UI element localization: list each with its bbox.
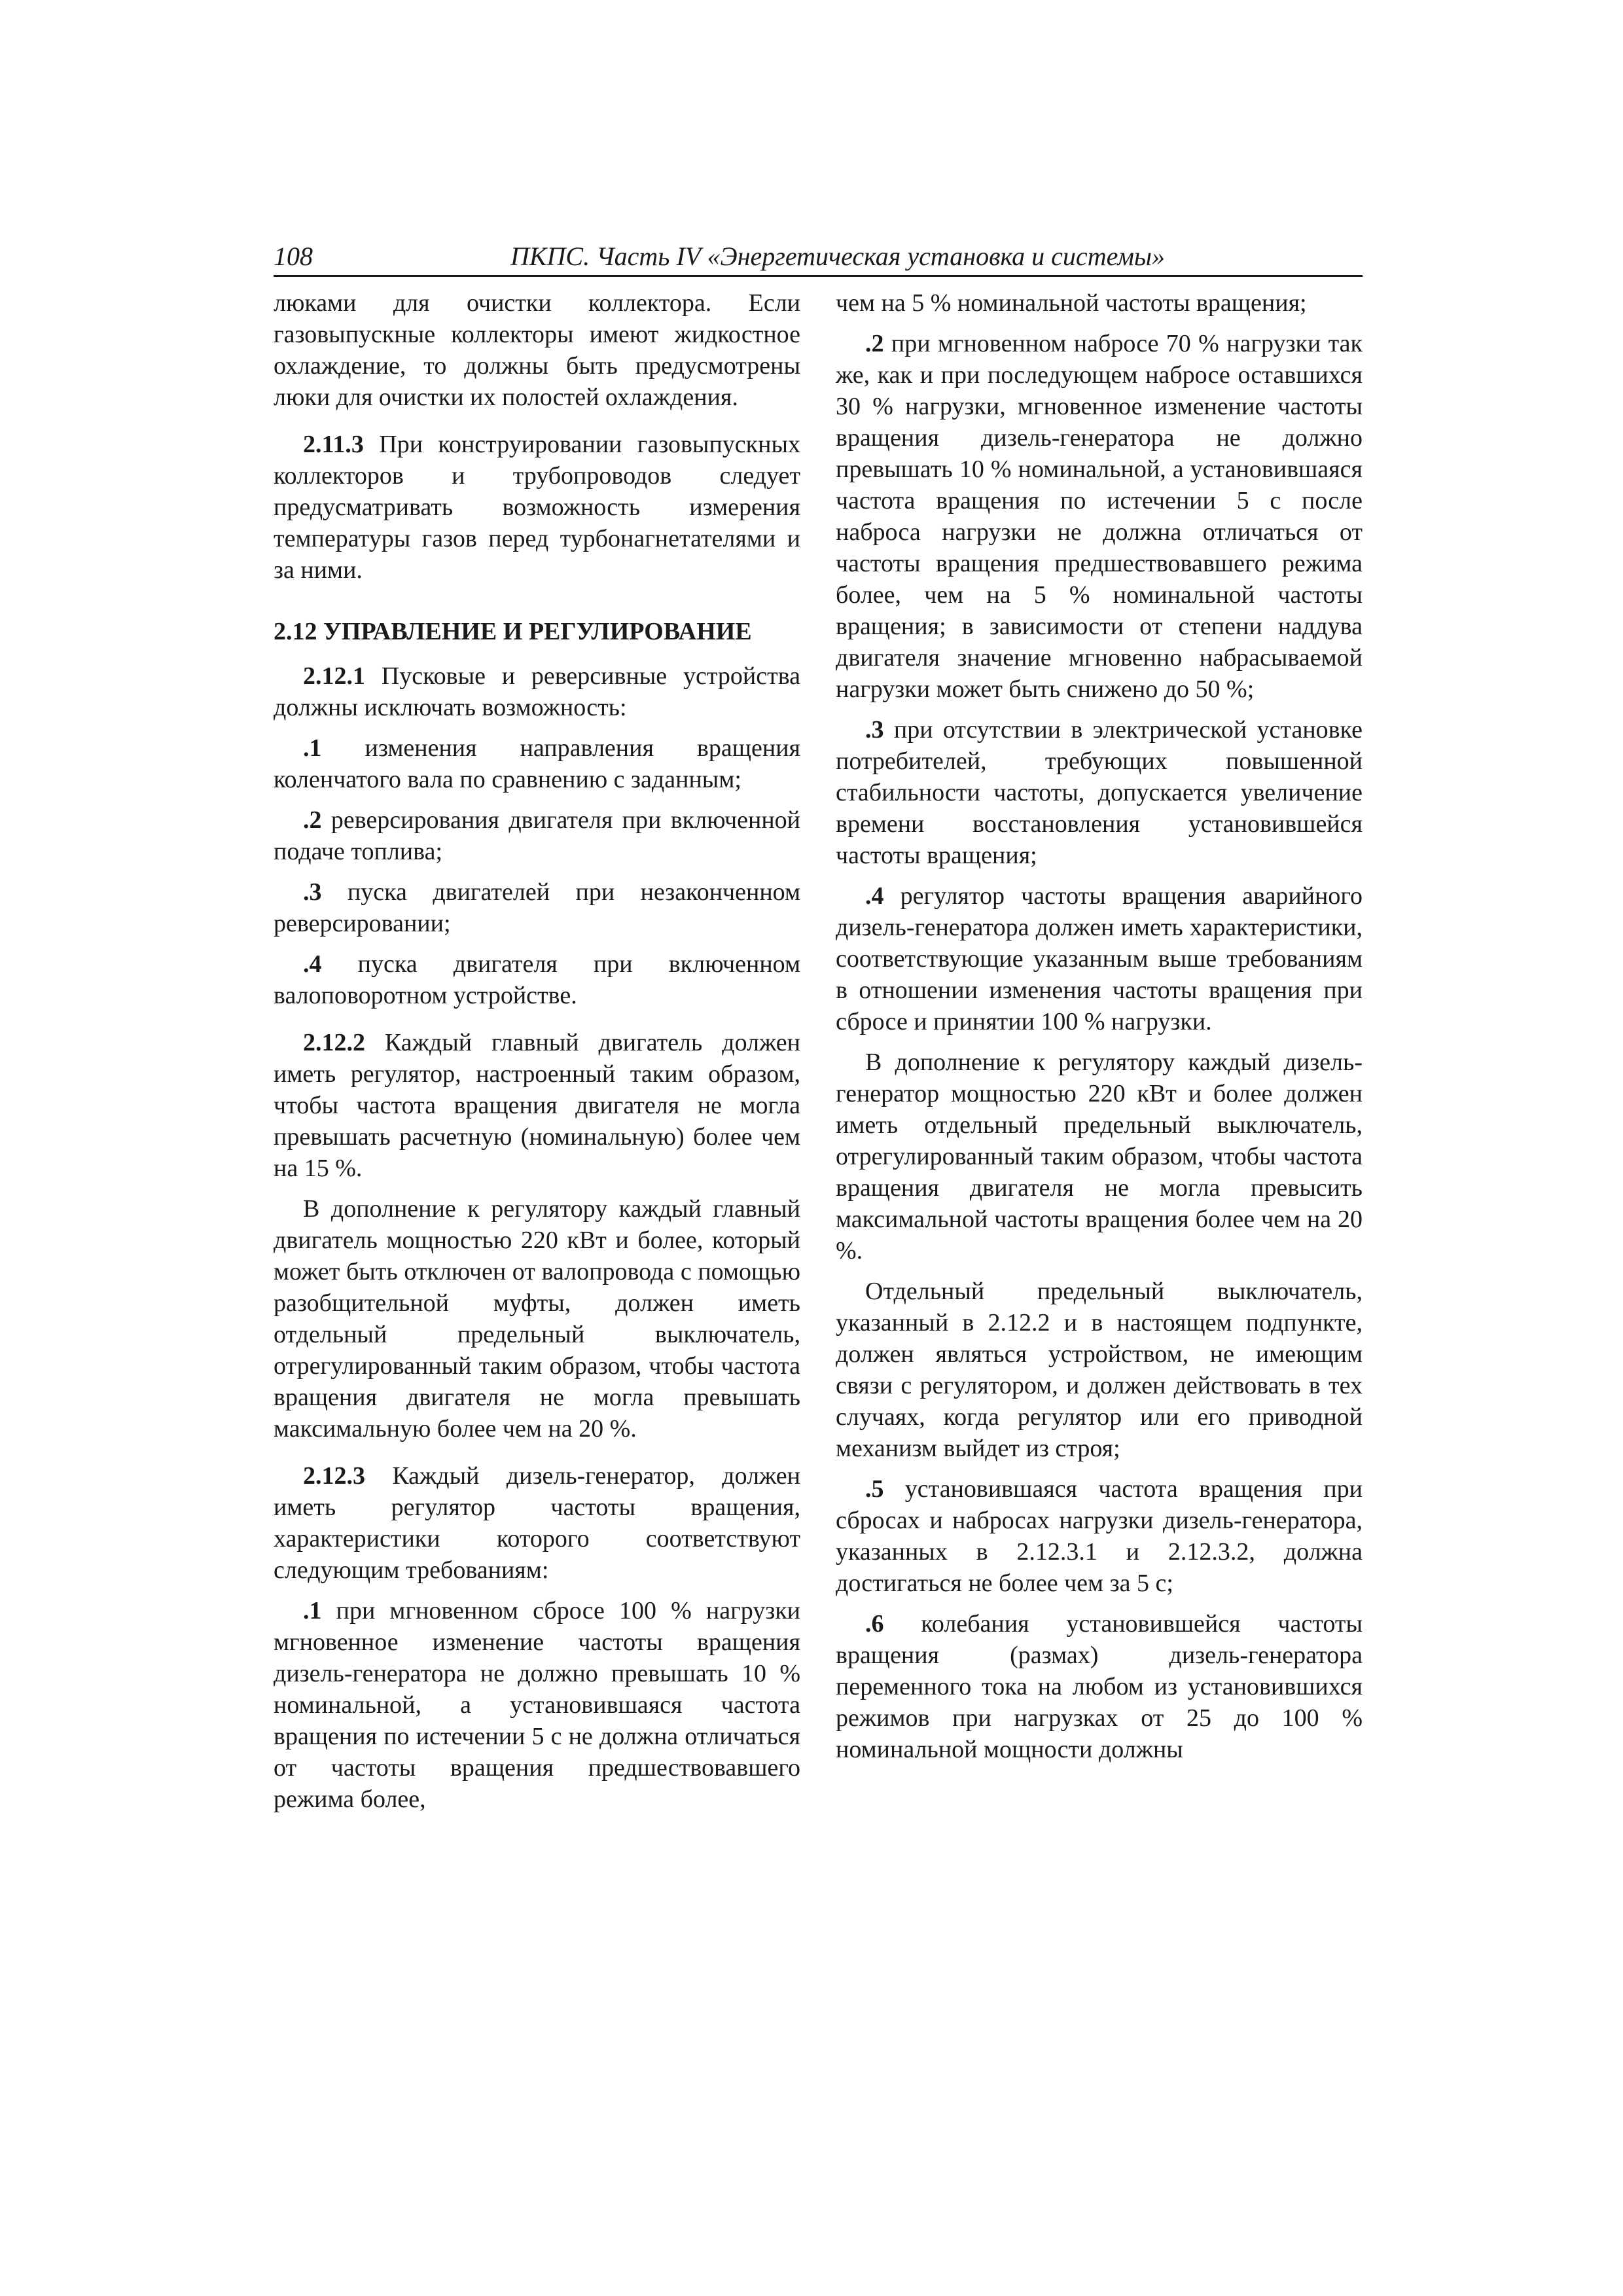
item-text: при мгновенном сбросе 100 % нагрузки мгновенное изменение частоты вращения дизель-генератора не должно превышать 10 % номинальной, а установившаяся частота вращения по истечении 5 с не должна отличаться от частоты вращения предшествовавшего режима более, [274, 1597, 801, 1813]
list-item [836, 328, 1363, 705]
item-text: изменения направления вращения коленчатого вала по сравнению с заданным; [274, 734, 801, 793]
paragraph [836, 1047, 1363, 1266]
item-text: пуска двигателей при незаконченном реверсировании; [274, 878, 801, 937]
clause-number: 2.11.3 [303, 431, 364, 458]
list-item [836, 714, 1363, 871]
item-number: .5 [865, 1475, 884, 1503]
item-text: установившаяся частота вращения при сбросах и набросах нагрузки дизель-генератора, указанных в 2.12.3.1 и 2.12.3.2, должна достигаться не более чем за 5 с; [836, 1475, 1363, 1597]
clause-number: 2.12.2 [303, 1029, 365, 1056]
item-text: реверсирования двигателя при включенной подаче топлива; [274, 806, 800, 865]
right-column [836, 287, 1363, 1824]
item-number: .1 [303, 1597, 322, 1624]
item-number: .3 [303, 878, 322, 906]
list-item [274, 876, 800, 939]
item-number: .2 [303, 806, 322, 834]
list-item [274, 804, 800, 867]
paragraph-text: люками для очистки коллектора. Если газовыпускные коллекторы имеют жидкостное охлаждение, то должны быть предусмотрены люки для очистки их полостей охлаждения. [274, 289, 800, 411]
clause-number: 2.12.1 [303, 662, 365, 690]
paragraph-text: В дополнение к регулятору каждый дизель-генератор мощностью 220 кВт и более должен иметь отдельный предельный выключатель, отрегулированный таким образом, чтобы частота вращения двигателя не могла превысить максимальной частоты вращения более чем на 20 %. [836, 1049, 1363, 1265]
paragraph [274, 1193, 800, 1444]
text-columns [274, 287, 1363, 1824]
running-title: ПКПС. Часть IV «Энергетическая установка и системы» [510, 242, 1165, 271]
item-number: .3 [865, 716, 884, 744]
clause-2-12-2 [274, 1027, 800, 1184]
item-number: .4 [303, 950, 322, 978]
paragraph [836, 1276, 1363, 1464]
clause-text: При конструировании газовыпускных коллекторов и трубопроводов следует предусматривать возможность измерения температуры газов перед турбонагнетателями и за ними. [274, 431, 800, 584]
clause-text: Каждый главный двигатель должен иметь регулятор, настроенный таким образом, чтобы частота вращения двигателя не могла превышать расчетную (номинальную) более чем на 15 %. [274, 1029, 800, 1182]
clause-text: Каждый дизель-генератор, должен иметь регулятор частоты вращения, характеристики которого соответствуют следующим требованиям: [274, 1462, 800, 1584]
paragraph [836, 287, 1363, 319]
item-number: .1 [303, 734, 322, 762]
list-item [274, 948, 800, 1011]
item-text: пуска двигателя при включенном валоповоротном устройстве. [274, 950, 801, 1009]
list-item [274, 732, 800, 795]
paragraph [274, 287, 800, 413]
clause-2-11-3 [274, 429, 800, 586]
item-number: .6 [865, 1610, 884, 1638]
item-text: регулятор частоты вращения аварийного дизель-генератора должен иметь характеристики, соответствующие указанным выше требованиям в отношении изменения частоты вращения при сбросе и принятии 100 % нагрузки. [836, 882, 1363, 1035]
running-header [274, 238, 1363, 277]
item-text: при мгновенном набросе 70 % нагрузки так же, как и при последующем набросе оставшихся 30 % нагрузки, мгновенное изменение частоты вращения дизель-генератора не должно превышать 10 % номинальной, а установившаяся частота вращения по истечении 5 с после наброса нагрузки не должна отличаться от частоты вращения предшествовавшего режима более, чем на 5 % номинальной частоты вращения; в зависимости от степени наддува двигателя значение мгновенно набрасываемой нагрузки может быть снижено до 50 %; [836, 330, 1363, 703]
item-number: .2 [865, 330, 884, 357]
item-number: .4 [865, 882, 884, 910]
paragraph-text: В дополнение к регулятору каждый главный двигатель мощностью 220 кВт и более, который может быть отключен от валопровода с помощью разобщительной муфты, должен иметь отдельный предельный выключатель, отрегулированный таким образом, чтобы частота вращения двигателя не могла превышать максимальную более чем на 20 %. [274, 1195, 800, 1443]
clause-number: 2.12.3 [303, 1462, 365, 1490]
paragraph-text: чем на 5 % номинальной частоты вращения; [836, 289, 1307, 317]
clause-2-12-1 [274, 660, 800, 723]
left-column [274, 287, 800, 1824]
paragraph-text: Отдельный предельный выключатель, указанный в 2.12.2 и в настоящем подпункте, должен являться устройством, не имеющим связи с регулятором, и должен действовать в тех случаях, когда регулятор или его приводной механизм выйдет из строя; [836, 1278, 1363, 1462]
clause-2-12-3 [274, 1460, 800, 1586]
page-content [274, 238, 1363, 1824]
list-item [836, 880, 1363, 1037]
page-number: 108 [274, 242, 313, 271]
clause-text: Пусковые и реверсивные устройства должны исключать возможность: [274, 662, 801, 721]
list-item [836, 1608, 1363, 1765]
item-text: при отсутствии в электрической установке потребителей, требующих повышенной стабильности частоты, допускается увеличение времени восстановления установившейся частоты вращения; [836, 716, 1363, 869]
section-heading: 2.12 УПРАВЛЕНИЕ И РЕГУЛИРОВАНИЕ [274, 618, 752, 645]
list-item [836, 1473, 1363, 1599]
list-item [274, 1595, 800, 1815]
item-text: колебания установившейся частоты вращения (размах) дизель-генератора переменного тока на любом из установившихся режимов при нагрузках от 25 до 100 % номинальной мощности должны [836, 1610, 1363, 1763]
